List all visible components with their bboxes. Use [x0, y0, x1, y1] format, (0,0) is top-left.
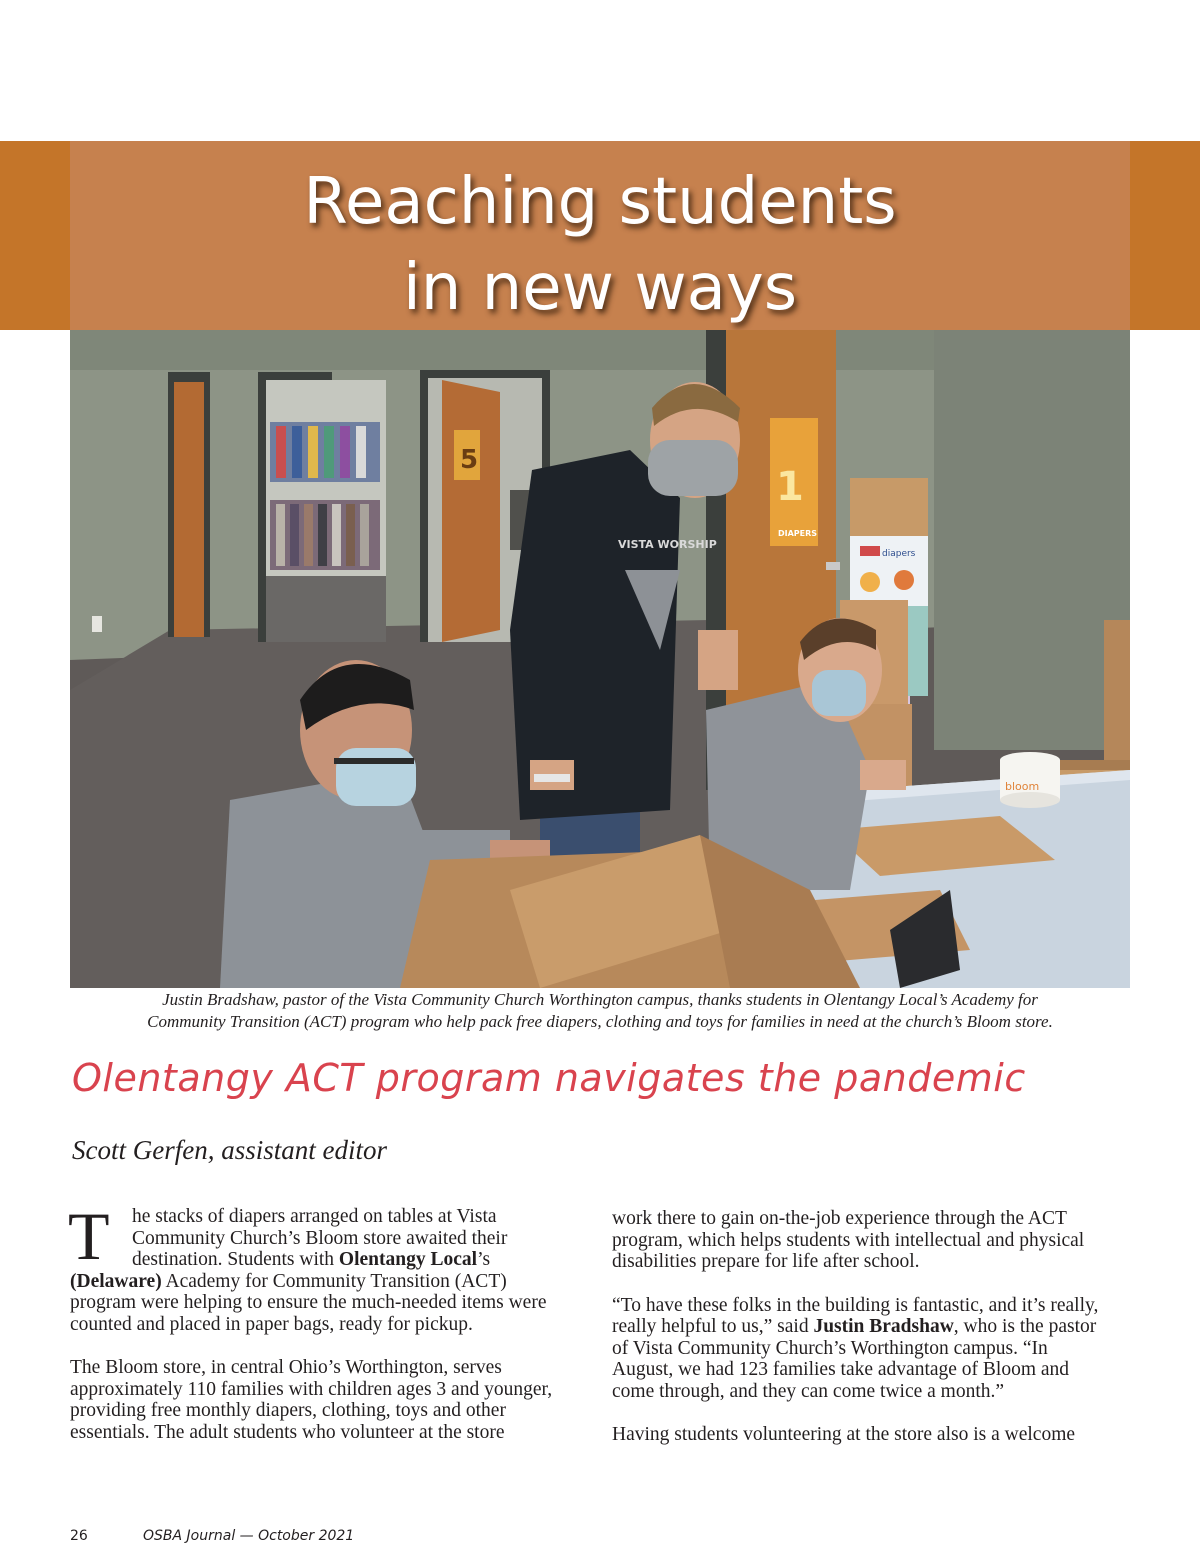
door-sign-5: 5	[460, 445, 479, 475]
p1-line-1: he stacks of diapers arranged on tables at Vista	[132, 1206, 497, 1227]
clothing-rack-top	[270, 422, 380, 482]
paragraph-5	[612, 1424, 1132, 1446]
feature-photo-illustration	[70, 330, 1130, 988]
p3-line-1: work there to gain on-the-job experience through the ACT	[612, 1208, 1067, 1229]
p1-line-3-a: destination. Students with	[132, 1249, 339, 1270]
p1-line-3	[70, 1249, 590, 1271]
p2-line-2: approximately 110 families with children ages 3 and younger,	[70, 1378, 553, 1400]
p4-line-3: of Vista Community Church’s Worthington campus. “In	[612, 1337, 1048, 1359]
byline: Scott Gerfen, assistant editor	[72, 1135, 387, 1165]
diaper-box-brand: diapers	[882, 549, 916, 559]
photo-caption	[70, 989, 1130, 1033]
p4-line-2-c: , who is the pastor	[953, 1316, 1097, 1337]
page-title-line-2: in new ways	[402, 251, 798, 325]
p3-line-2: program, which helps students with intellectual and physical	[612, 1229, 1085, 1251]
p2-line-1: The Bloom store, in central Ohio’s Worthington, serves	[70, 1357, 502, 1378]
page-title-line-1: Reaching students	[303, 165, 897, 239]
open-door	[442, 380, 500, 642]
p1-line-4	[70, 1271, 590, 1293]
caption-line-1: Justin Bradshaw, pastor of the Vista Community Church Worthington campus, thanks students in Olentangy Local’s Academy for	[162, 990, 1038, 1009]
p1-line-5: program were helping to ensure the much-needed items were	[70, 1292, 547, 1313]
door-sign-diapers: DIAPERS	[778, 529, 818, 538]
outlet-1	[92, 616, 102, 632]
clothing-rack-bottom	[270, 500, 380, 570]
article-column-left	[68, 1198, 590, 1465]
p4-line-2-a: really helpful to us,” said	[612, 1316, 814, 1337]
banner-edge-right	[1130, 141, 1200, 330]
p2-line-3: providing free monthly diapers, clothing, toys and other	[70, 1400, 506, 1421]
paragraph-2	[70, 1357, 590, 1443]
paragraph-1	[68, 1198, 590, 1335]
banner-edge-left	[0, 141, 70, 330]
p4-line-2	[612, 1316, 1132, 1338]
district-name: Olentangy Local	[338, 1249, 478, 1270]
p1-line-3-c: ’s	[477, 1249, 491, 1270]
journal-issue: OSBA Journal — October 2021	[143, 1528, 355, 1544]
paragraph-4	[612, 1295, 1132, 1403]
page-title	[70, 159, 1130, 331]
article-column-right	[612, 1208, 1132, 1468]
p1-line-4-b: Academy for Community Transition (ACT)	[161, 1270, 507, 1292]
tape-roll-label: bloom	[1005, 780, 1040, 793]
county-name: (Delaware)	[70, 1270, 162, 1292]
p5-line-1: Having students volunteering at the store also is a welcome	[612, 1424, 1076, 1445]
title-banner	[0, 141, 1200, 330]
p2-line-4: essentials. The adult students who volunteer at the store	[70, 1421, 505, 1443]
p4-line-5: come through, and they can come twice a month.”	[612, 1380, 1005, 1402]
p1-line-2: Community Church’s Bloom store awaited their	[132, 1227, 508, 1249]
p4-line-1: “To have these folks in the building is fantastic, and it’s really,	[612, 1294, 1099, 1316]
shirt-print: VISTA WORSHIP	[618, 538, 717, 551]
feature-photo	[70, 330, 1130, 988]
caption-line-2: Community Transition (ACT) program who help pack free diapers, clothing and toys for families in need at the church’s Bloom store.	[147, 1012, 1053, 1031]
drop-cap: T	[68, 1198, 110, 1274]
page-footer	[70, 1528, 355, 1544]
p4-line-4: August, we had 123 families take advantage of Bloom and	[612, 1359, 1070, 1380]
pastor-name: Justin Bradshaw	[813, 1316, 954, 1337]
paragraph-3	[612, 1208, 1132, 1273]
door-sign-1: 1	[776, 464, 804, 510]
p3-line-3: disabilities prepare for life after school.	[612, 1251, 920, 1272]
p1-line-6: counted and placed in paper bags, ready for pickup.	[70, 1313, 473, 1335]
article-headline: Olentangy ACT program navigates the pandemic	[72, 1056, 1026, 1100]
page-number: 26	[70, 1528, 88, 1544]
